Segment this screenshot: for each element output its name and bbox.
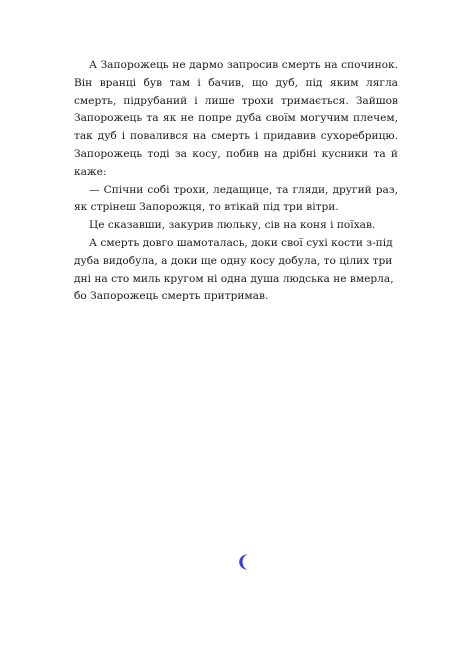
- crescent-moon-icon: [236, 553, 252, 571]
- paragraph-oak: А Запорожець не дармо запросив смерть на спочинок. Він вранці був там і бачив, що дуб, під яким лягла смерть, підрубаний і лише трохи тримається. Зайшов Запорожець та як не попре дуба своїм могучим плечем, так дуб і повалився на смерть і придавив сухоребрицю. Запорожець тоді за косу, побив на дрібні кусники та й каже:: [74, 59, 398, 178]
- paragraph-departure: Це сказавши, закурив люльку, сів на коня і поїхав.: [89, 219, 376, 232]
- paragraph-speech: — Спічни собі трохи, ледащице, та гляди, другий раз, як стрінеш Запорожця, то втікай під три вітри.: [74, 183, 398, 214]
- paragraph-ending: А смерть довго шамоталась, доки свої сухі кости з-під дуба видобула, а доки ще одну косу добула, то цілих три дні на сто миль кругом ні одна душа людська не вмерла, бо Запорожець смерть притримав.: [74, 236, 394, 303]
- story-text: [74, 57, 398, 306]
